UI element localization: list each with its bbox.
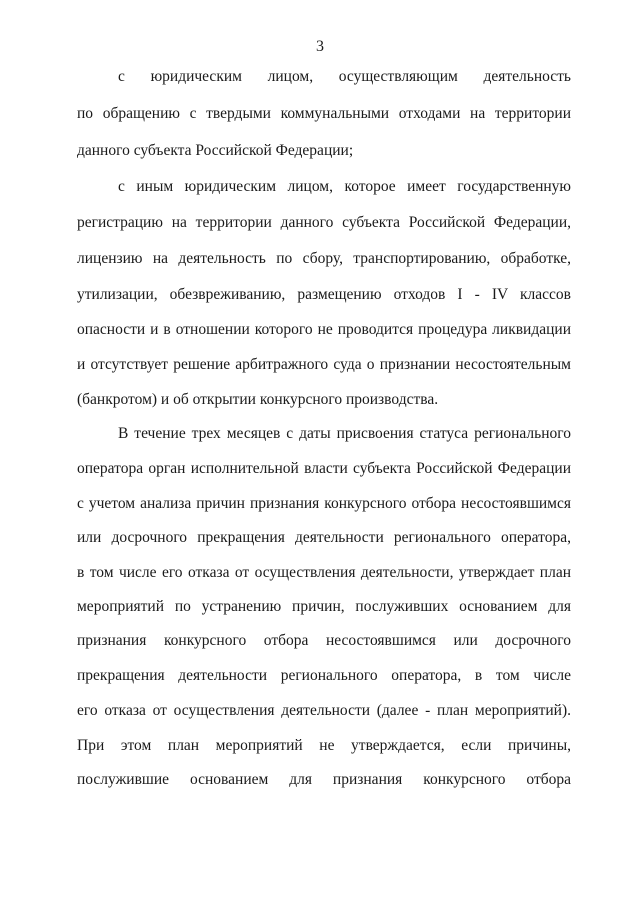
text-line: При этом план мероприятий не утверждается, если причины, [77,737,571,754]
text-line: с учетом анализа причин признания конкурсного отбора несостоявшимся [77,495,571,512]
page-number: 3 [316,38,324,55]
text-line: опасности и в отношении которого не проводится процедура ликвидации [77,321,571,338]
text-line: В течение трех месяцев с даты присвоения статуса регионального [118,425,571,442]
text-line: признания конкурсного отбора несостоявшимся или досрочного [77,632,571,649]
text-line: оператора орган исполнительной власти субъекта Российской Федерации [77,460,571,477]
text-line: данного субъекта Российской Федерации; [77,142,354,159]
text-line: послужившие основанием для признания конкурсного отбора [77,771,571,788]
text-line: прекращения деятельности регионального оператора, в том числе [77,667,571,684]
text-line: с юридическим лицом, осуществляющим деятельность [118,68,571,85]
text-line: с иным юридическим лицом, которое имеет государственную [118,178,571,195]
text-line: его отказа от осуществления деятельности (далее - план мероприятий). [77,702,571,719]
text-line: лицензию на деятельность по сбору, транспортированию, обработке, [77,250,571,267]
text-line: и отсутствует решение арбитражного суда о признании несостоятельным [77,356,571,373]
text-line: в том числе его отказа от осуществления деятельности, утверждает план [77,564,571,581]
text-line: или досрочного прекращения деятельности регионального оператора, [77,529,571,546]
text-line: регистрацию на территории данного субъекта Российской Федерации, [77,214,571,231]
text-line: по обращению с твердыми коммунальными отходами на территории [77,105,571,122]
text-line: мероприятий по устранению причин, послуживших основанием для [77,598,571,615]
text-line: утилизации, обезвреживанию, размещению отходов I - IV классов [77,286,571,303]
text-line: (банкротом) и об открытии конкурсного производства. [77,391,439,408]
